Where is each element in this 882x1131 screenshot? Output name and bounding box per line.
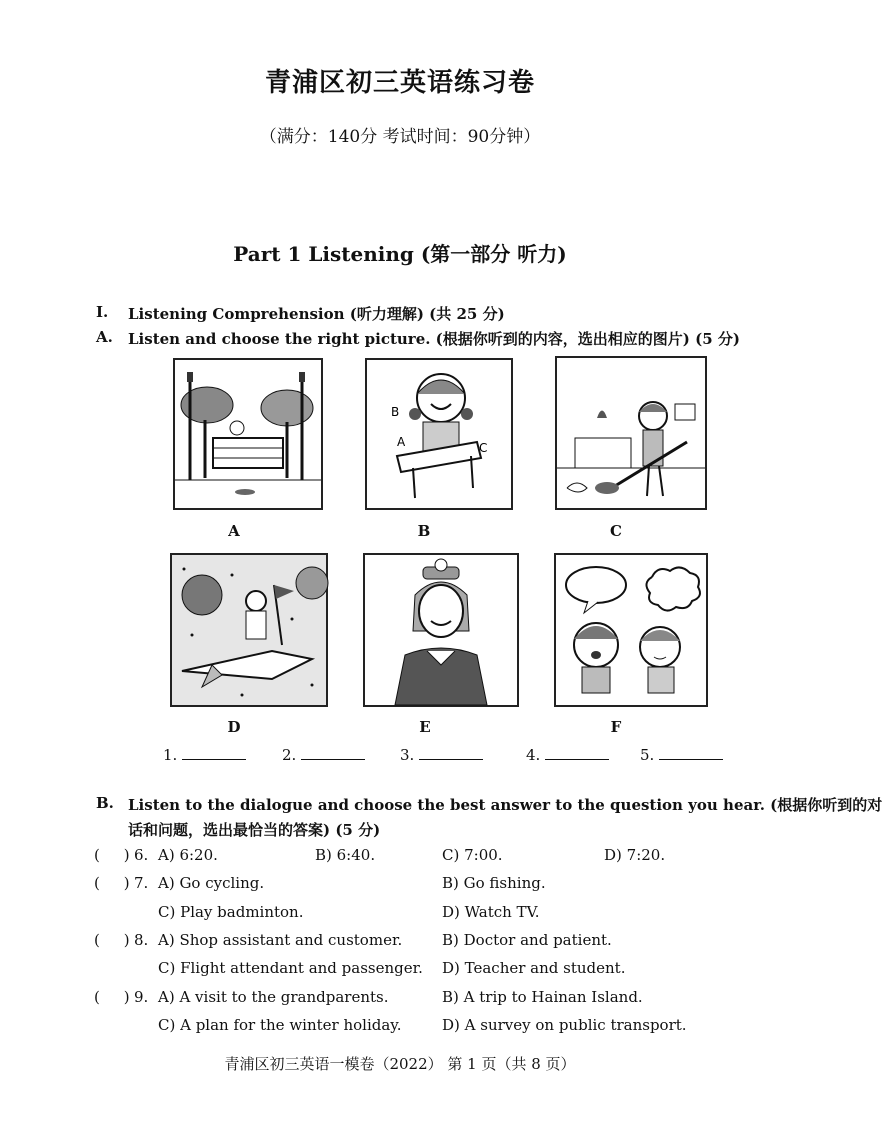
page-title: 青浦区初三英语练习卷 [264, 68, 535, 98]
picture-c [555, 356, 707, 510]
flight-attendant-picture-icon [365, 555, 517, 705]
picture-f-label: F [610, 718, 622, 736]
option-6b: B) 6:40. [315, 846, 376, 864]
picture-b-label: B [417, 522, 431, 540]
svg-text:B: B [391, 405, 400, 419]
option-9b: B) A trip to Hainan Island. [442, 988, 643, 1006]
option-8a: A) Shop assistant and customer. [158, 931, 403, 949]
option-8b: B) Doctor and patient. [442, 931, 612, 949]
option-7c: C) Play badminton. [158, 903, 304, 921]
picture-c-label: C [610, 522, 622, 540]
option-7a: A) Go cycling. [158, 874, 265, 892]
svg-text:A: A [397, 435, 406, 449]
picture-f [554, 553, 708, 707]
question-number-8: 8. [134, 931, 149, 949]
option-9d: D) A survey on public transport. [442, 1016, 687, 1034]
option-6c: C) 7:00. [442, 846, 503, 864]
reading-girl-picture-icon [367, 360, 511, 508]
option-6a: A) 6:20. [158, 846, 218, 864]
park-bench-picture-icon [175, 360, 321, 508]
astronaut-picture-icon [172, 555, 326, 705]
option-6d: D) 7:20. [604, 846, 666, 864]
section-i-heading: Listening Comprehension (听力理解) (共 25 分) [128, 305, 505, 323]
option-9c: C) A plan for the winter holiday. [158, 1016, 402, 1034]
section-b-number: B. [96, 794, 114, 812]
question-number-7: 7. [134, 874, 149, 892]
answer-blank-5[interactable]: 5. [640, 745, 723, 764]
section-i-number: I. [96, 303, 109, 321]
question-number-9: 9. [134, 988, 149, 1006]
section-b-heading-line1: Listen to the dialogue and choose the best answer to the question you hear. (根据你听到的对 [128, 796, 882, 814]
picture-b [365, 358, 513, 510]
answer-blank-3[interactable]: 3. [400, 745, 483, 764]
section-a-heading: Listen and choose the right picture. (根据你听到的内容，选出相应的图片) (5 分) [128, 330, 740, 348]
section-a-number: A. [96, 328, 113, 346]
sweeping-girl-picture-icon [557, 358, 705, 508]
picture-d [170, 553, 328, 707]
part-title: Part 1 Listening (第一部分 听力) [233, 242, 567, 266]
answer-bracket-9[interactable]: ( ) [94, 988, 130, 1006]
section-b-heading-line2: 话和问题，选出最恰当的答案) (5 分) [128, 821, 381, 839]
answer-bracket-8[interactable]: ( ) [94, 931, 130, 949]
option-7d: D) Watch TV. [442, 903, 540, 921]
option-9a: A) A visit to the grandparents. [158, 988, 389, 1006]
picture-e [363, 553, 519, 707]
picture-a-label: A [228, 522, 240, 540]
page-footer: 青浦区初三英语一模卷（2022） 第 1 页（共 8 页） [224, 1055, 576, 1073]
answer-bracket-7[interactable]: ( ) [94, 874, 130, 892]
talking-children-picture-icon [556, 555, 706, 705]
picture-d-label: D [227, 718, 241, 736]
option-7b: B) Go fishing. [442, 874, 546, 892]
option-8c: C) Flight attendant and passenger. [158, 959, 423, 977]
answer-blank-1[interactable]: 1. [163, 745, 246, 764]
answer-blank-4[interactable]: 4. [526, 745, 609, 764]
picture-e-label: E [419, 718, 431, 736]
page-subtitle: （满分：140分 考试时间：90分钟） [259, 127, 541, 147]
answer-blank-2[interactable]: 2. [282, 745, 365, 764]
option-8d: D) Teacher and student. [442, 959, 626, 977]
question-number-6: 6. [134, 846, 149, 864]
answer-bracket-6[interactable]: ( ) [94, 846, 130, 864]
picture-a [173, 358, 323, 510]
svg-text:C: C [479, 441, 488, 455]
